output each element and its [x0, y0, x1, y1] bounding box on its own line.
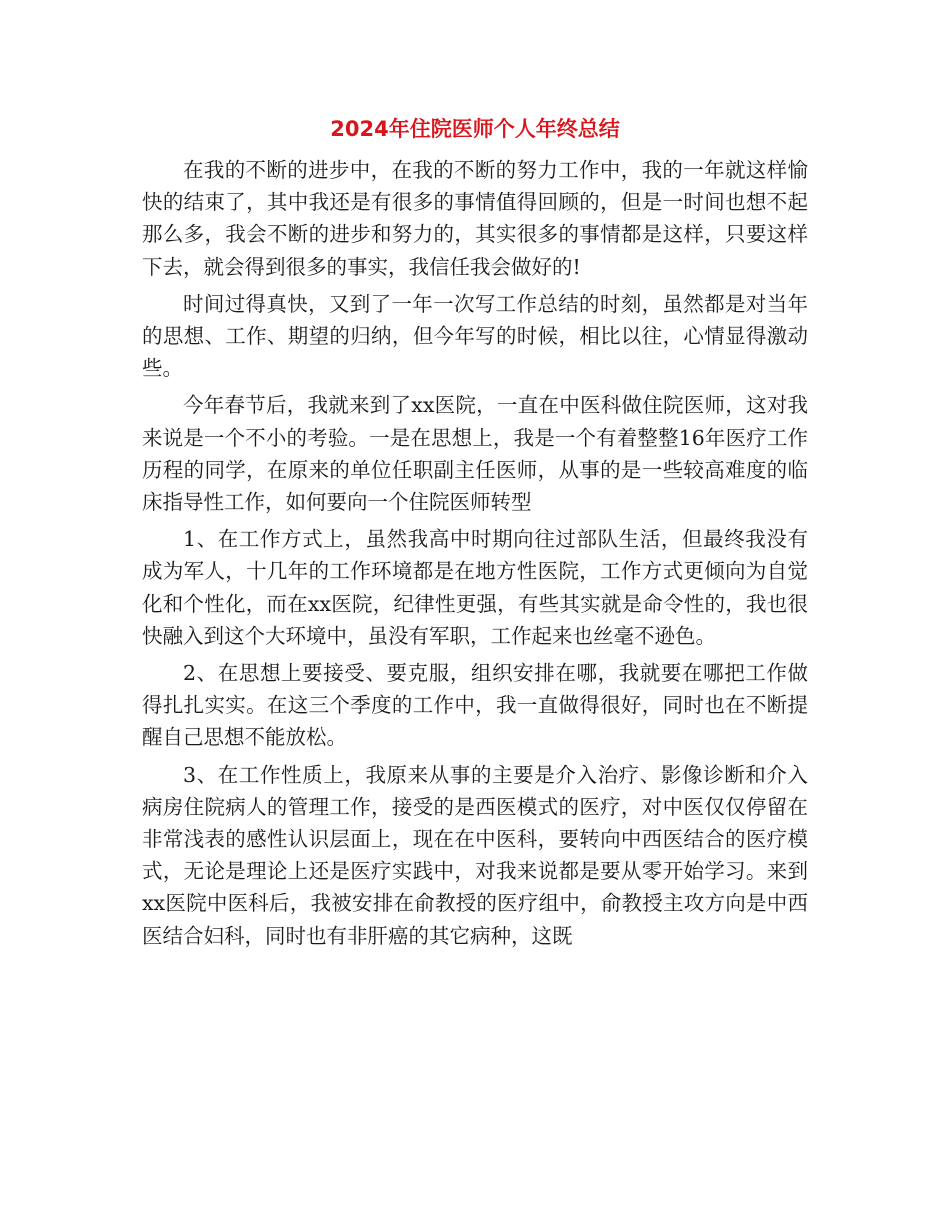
paragraph-point-3: 3、在工作性质上，我原来从事的主要是介入治疗、影像诊断和介入病房住院病人的管理工作，接受的是西医模式的医疗，对中医仅仅停留在非常浅表的感性认识层面上，现在在中医科，要转向中西医结合的医疗模式，无论是理论上还是医疗实践中，对我来说都是要从零开始学习。来到xx医院中医科后，我被安排在俞教授的医疗组中，俞教授主攻方向是中西医结合妇科，同时也有非肝癌的其它病种，这既 — [142, 762, 808, 948]
document-body — [142, 154, 808, 957]
paragraph-point-1: 1、在工作方式上，虽然我高中时期向往过部队生活，但最终我没有成为军人，十几年的工作环境都是在地方性医院，工作方式更倾向为自觉化和个性化，而在xx医院，纪律性更强，有些其实就是命令性的，我也很快融入到这个大环境中，虽没有军职，工作起来也丝毫不逊色。 — [142, 527, 808, 648]
paragraph-point-2: 2、在思想上要接受、要克服，组织安排在哪，我就要在哪把工作做得扎扎实实。在这三个季度的工作中，我一直做得很好，同时也在不断提醒自己思想不能放松。 — [142, 661, 808, 750]
paragraph-intro: 在我的不断的进步中，在我的不断的努力工作中，我的一年就这样愉快的结束了，其中我还是有很多的事情值得回顾的，但是一时间也想不起那么多，我会不断的进步和努力的，其实很多的事情都是这样，只要这样下去，就会得到很多的事实，我信任我会做好的! — [142, 158, 808, 279]
paragraph-new-hospital: 今年春节后，我就来到了xx医院，一直在中医科做住院医师，这对我来说是一个不小的考验。一是在思想上，我是一个有着整整16年医疗工作历程的同学，在原来的单位任职副主任医师，从事的是一些较高难度的临床指导性工作，如何要向一个住院医师转型 — [142, 393, 808, 515]
document-title: 2024年住院医师个人年终总结 — [330, 117, 620, 141]
paragraph-time: 时间过得真快，又到了一年一次写工作总结的时刻，虽然都是对当年的思想、工作、期望的归纳，但今年写的时候，相比以往，心情显得激动些。 — [142, 291, 808, 381]
